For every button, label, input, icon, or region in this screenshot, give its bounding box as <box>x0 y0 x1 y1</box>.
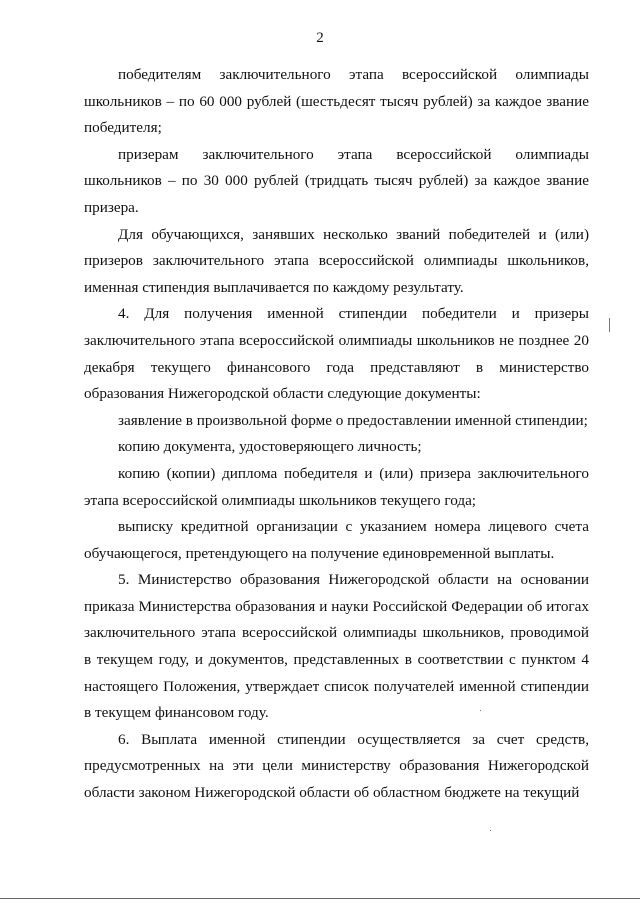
scan-bottom-edge <box>0 898 640 899</box>
paragraph-item-4: 4. Для получения именной стипендии победители и призеры заключительного этапа всероссийской олимпиады школьников не позднее 20 декабря текущего финансового года представляют в министерство образования Нижегородской области следующие документы: <box>84 305 589 403</box>
paragraph-bank-statement: выписку кредитной организации с указанием номера лицевого счета обучающегося, претендующего на получение единовременной выплаты. <box>84 518 589 562</box>
paragraph-prizewinners-award: призерам заключительного этапа всероссийской олимпиады школьников – по 30 000 рублей (тридцать тысяч рублей) за каждое звание призера. <box>84 145 589 216</box>
paragraph-winners-award: победителям заключительного этапа всероссийской олимпиады школьников – по 60 000 рублей (шестьдесят тысяч рублей) за каждое звание победителя; <box>84 66 589 137</box>
paragraph-multiple-titles: Для обучающихся, занявших несколько званий победителей и (или) призеров заключительного этапа всероссийской олимпиады школьников, именная стипендия выплачивается по каждому результату. <box>84 225 589 296</box>
paragraph-item-5: 5. Министерство образования Нижегородской области на основании приказа Министерства образования и науки Российской Федерации об итогах заключительного этапа всероссийской олимпиады школьников, проводимой в текущем году, и документов, представленных в соответствии с пунктом 4 настоящего Положения, утверждает список получателей именной стипендии в текущем финансовом году. <box>84 571 589 722</box>
document-body <box>84 62 589 807</box>
scan-mark-right <box>609 318 610 332</box>
scan-mark-dot-2 <box>490 830 491 831</box>
paragraph-diploma-copy: копию (копии) диплома победителя и (или) призера заключительного этапа всероссийской олимпиады школьников текущего года; <box>84 464 589 509</box>
paragraph-identity-document: копию документа, удостоверяющего личность; <box>118 438 422 456</box>
scan-mark-dot <box>480 710 481 711</box>
paragraph-application: заявление в произвольной форме о предоставлении именной стипендии; <box>118 411 588 429</box>
paragraph-item-6: 6. Выплата именной стипендии осуществляется за счет средств, предусмотренных на эти цели министерству образования Нижегородской области законом Нижегородской области об областном бюджете на текущий <box>84 730 589 802</box>
page-number: 2 <box>316 30 324 46</box>
